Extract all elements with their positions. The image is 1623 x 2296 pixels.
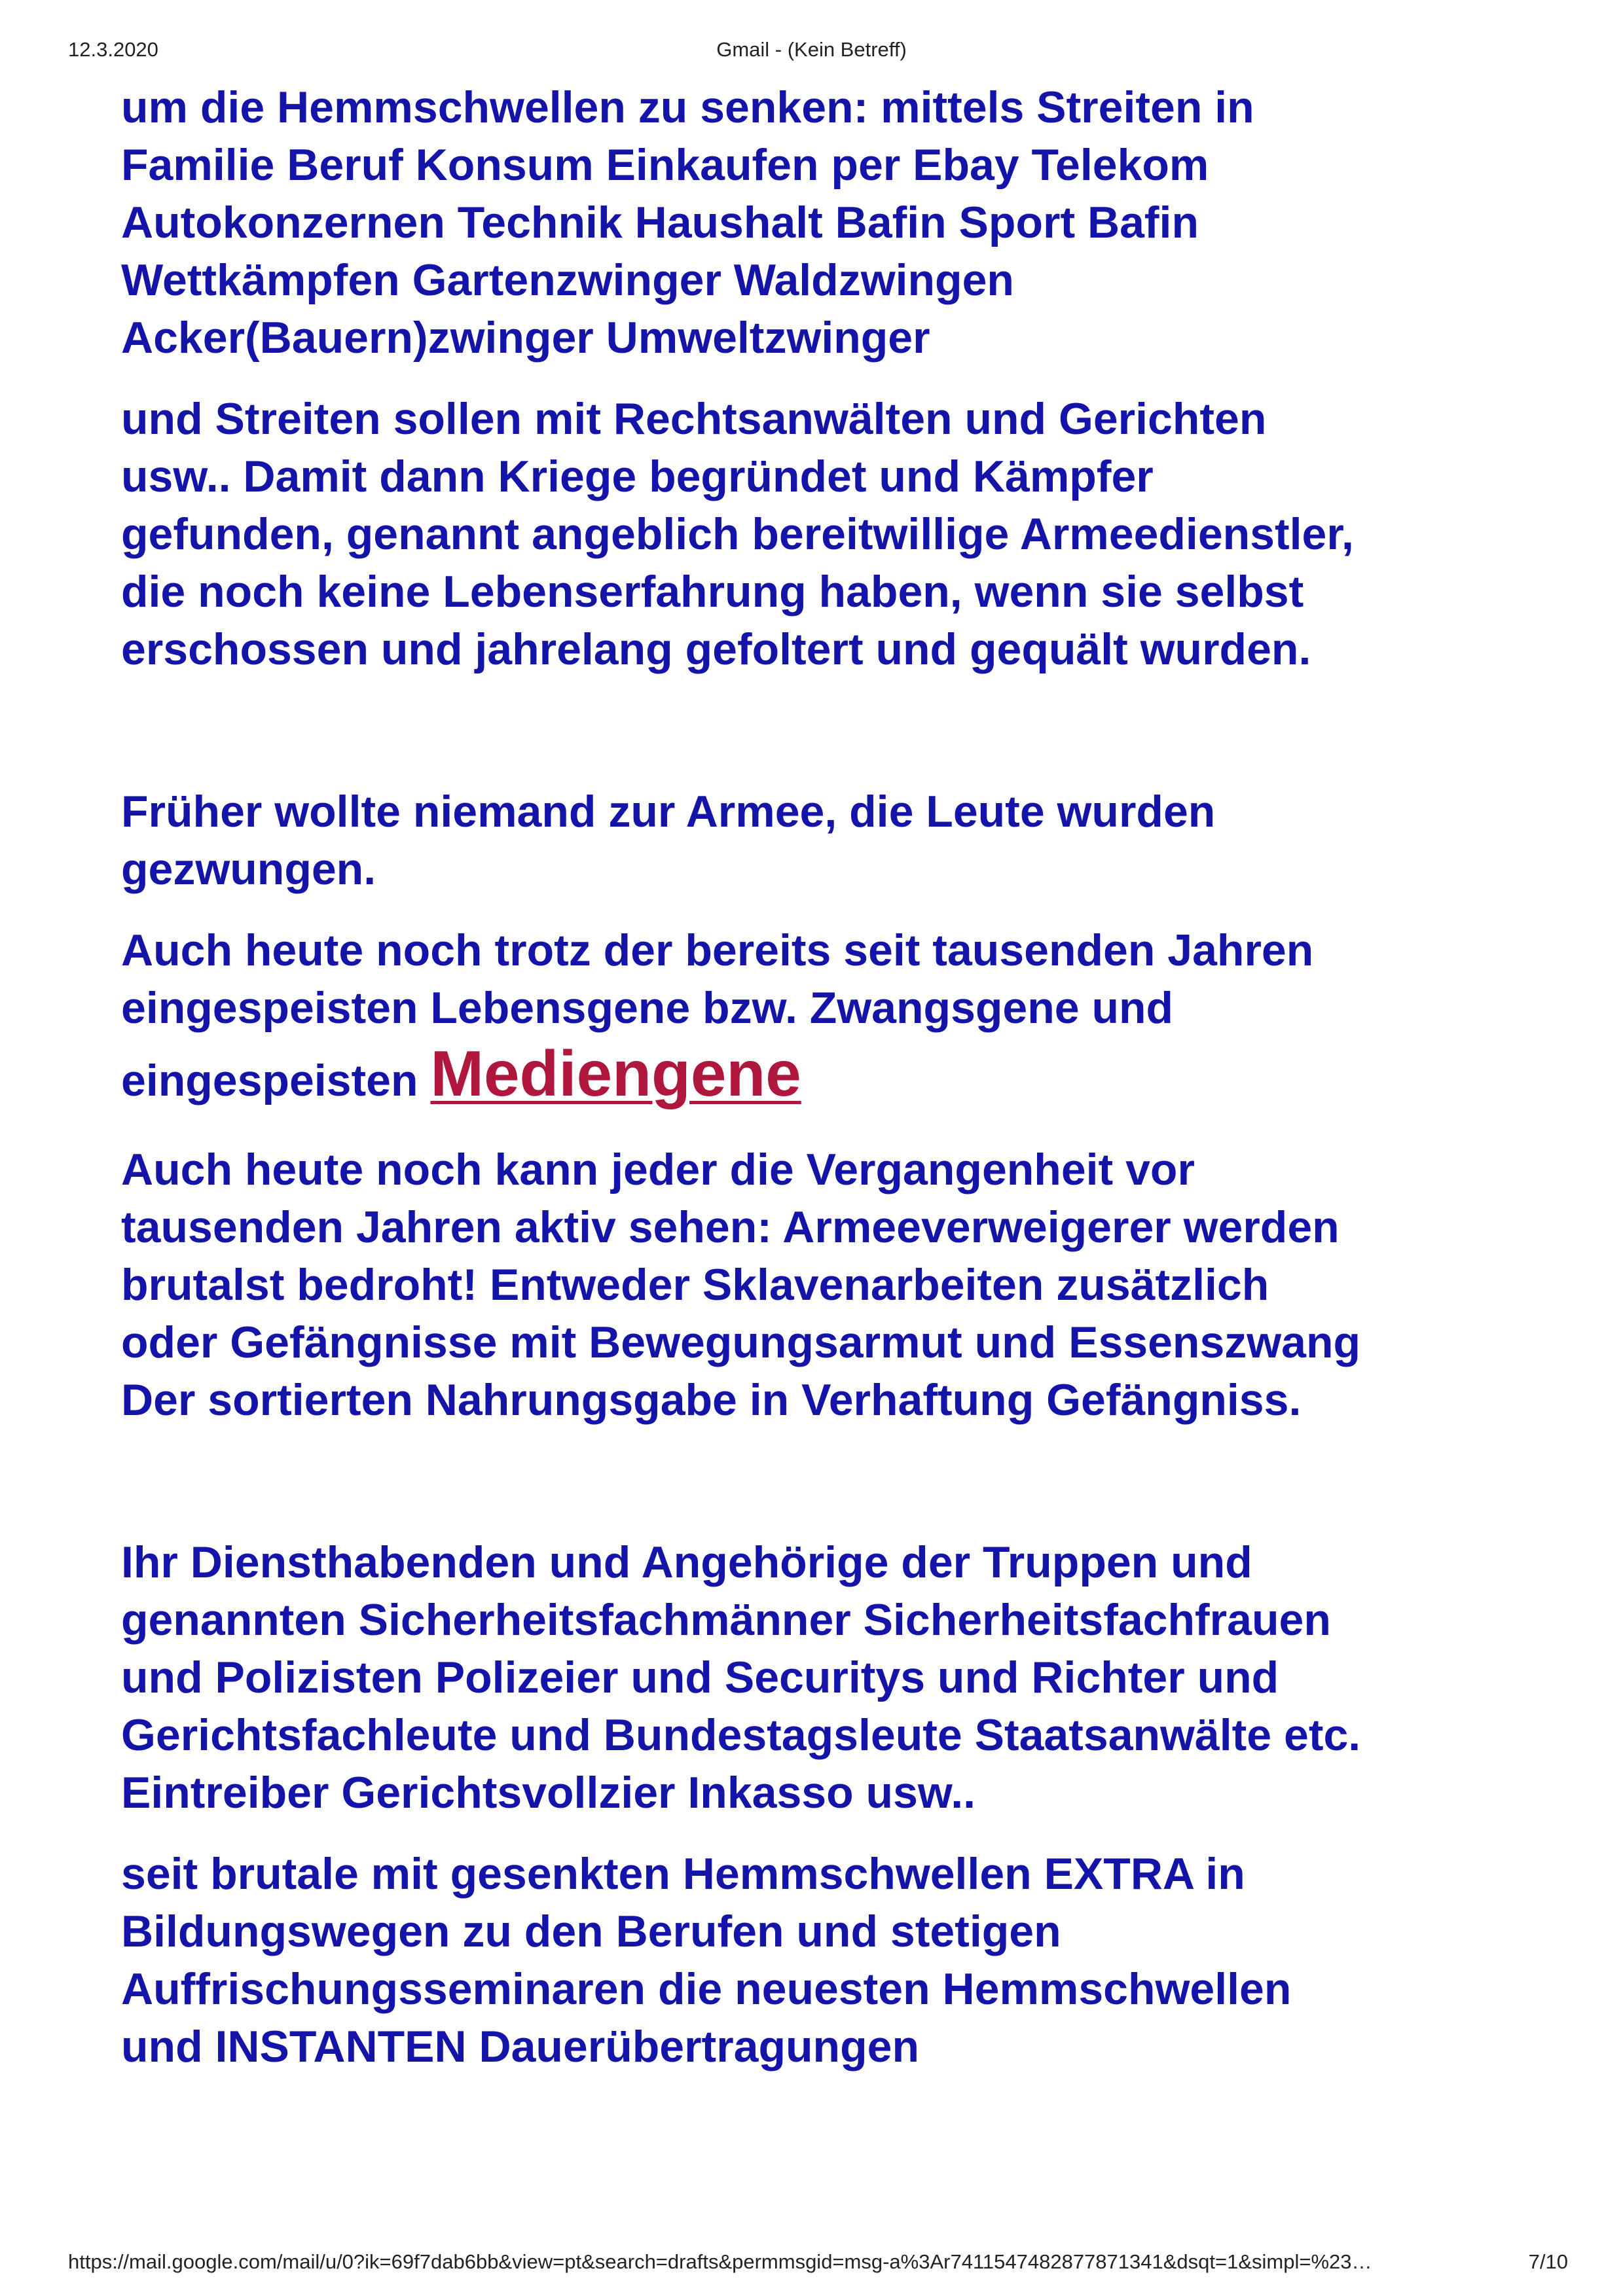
text-line: Auch heute noch trotz der bereits seit tausenden Jahren xyxy=(121,925,1314,975)
paragraph-spacer xyxy=(121,1429,1555,1534)
paragraph-spacer xyxy=(121,898,1555,922)
text-line: und Polizisten Polizeier und Securitys und Richter und xyxy=(121,1653,1279,1702)
print-footer xyxy=(0,2250,1623,2283)
print-title: Gmail - (Kein Betreff) xyxy=(716,38,907,61)
text-line: brutalst bedroht! Entweder Sklavenarbeiten zusätzlich xyxy=(121,1260,1269,1310)
text-line: usw.. Damit dann Kriege begründet und Kämpfer xyxy=(121,452,1154,501)
email-body xyxy=(121,79,1555,2075)
paragraph-spacer xyxy=(121,678,1555,783)
text-line: Autokonzernen Technik Haushalt Bafin Sport Bafin xyxy=(121,198,1199,247)
paragraph-spacer xyxy=(121,1821,1555,1845)
text-line: Acker(Bauern)zwinger Umweltzwinger xyxy=(121,313,930,363)
text-line: Ihr Diensthabenden und Angehörige der Truppen und xyxy=(121,1537,1252,1587)
page-number: 7/10 xyxy=(1528,2250,1568,2273)
paragraph-2 xyxy=(121,390,1555,678)
text-line: eingespeisten Lebensgene bzw. Zwangsgene und xyxy=(121,983,1174,1033)
text-line: tausenden Jahren aktiv sehen: Armeeverweigerer werden xyxy=(121,1202,1340,1252)
text-line: und INSTANTEN Dauerübertragungen xyxy=(121,2022,919,2072)
mediengene-link[interactable]: Mediengene xyxy=(430,1037,801,1109)
text-line: Wettkämpfen Gartenzwinger Waldzwingen xyxy=(121,255,1014,305)
print-header xyxy=(0,38,1623,71)
print-date: 12.3.2020 xyxy=(68,38,158,61)
text-line: die noch keine Lebenserfahrung haben, wenn sie selbst xyxy=(121,567,1304,617)
text-line: gefunden, genannt angeblich bereitwillige Armeedienstler, xyxy=(121,509,1354,559)
text-line: Gerichtsfachleute und Bundestagsleute Staatsanwälte etc. xyxy=(121,1710,1361,1760)
text-line: Eintreiber Gerichtsvollzier Inkasso usw.. xyxy=(121,1768,976,1818)
paragraph-spacer xyxy=(121,367,1555,390)
text-line xyxy=(121,1037,1555,1117)
paragraph-6 xyxy=(121,1534,1555,1821)
paragraph-1 xyxy=(121,79,1555,367)
text-line: und Streiten sollen mit Rechtsanwälten und Gerichten xyxy=(121,394,1267,444)
text-line: Familie Beruf Konsum Einkaufen per Ebay Telekom xyxy=(121,140,1209,190)
text-line: Früher wollte niemand zur Armee, die Leute wurden xyxy=(121,787,1216,836)
text-line: Der sortierten Nahrungsgabe in Verhaftung Gefängniss. xyxy=(121,1375,1302,1425)
text-line: Auffrischungsseminaren die neuesten Hemmschwellen xyxy=(121,1964,1292,2014)
paragraph-7 xyxy=(121,1845,1555,2075)
text-line: seit brutale mit gesenkten Hemmschwellen EXTRA in xyxy=(121,1849,1245,1899)
page-url: https://mail.google.com/mail/u/0?ik=69f7dab6bb&view=pt&search=drafts&permmsgid=msg-a%3Ar7411547482877871341&dsqt=1&simpl=%23… xyxy=(68,2250,1372,2273)
text-line: genannten Sicherheitsfachmänner Sicherheitsfachfrauen xyxy=(121,1595,1331,1645)
text-line: um die Hemmschwellen zu senken: mittels Streiten in xyxy=(121,82,1254,132)
text-line: Auch heute noch kann jeder die Vergangenheit vor xyxy=(121,1145,1195,1194)
text-line: gezwungen. xyxy=(121,844,376,894)
paragraph-3 xyxy=(121,783,1555,898)
paragraph-spacer xyxy=(121,1117,1555,1141)
text-line: erschossen und jahrelang gefoltert und gequält wurden. xyxy=(121,624,1311,674)
text-line: oder Gefängnisse mit Bewegungsarmut und Essenszwang xyxy=(121,1318,1361,1367)
text-fragment: eingespeisten xyxy=(121,1056,431,1105)
text-line: Bildungswegen zu den Berufen und stetigen xyxy=(121,1907,1061,1956)
paragraph-5 xyxy=(121,1141,1555,1429)
paragraph-4 xyxy=(121,922,1555,1117)
